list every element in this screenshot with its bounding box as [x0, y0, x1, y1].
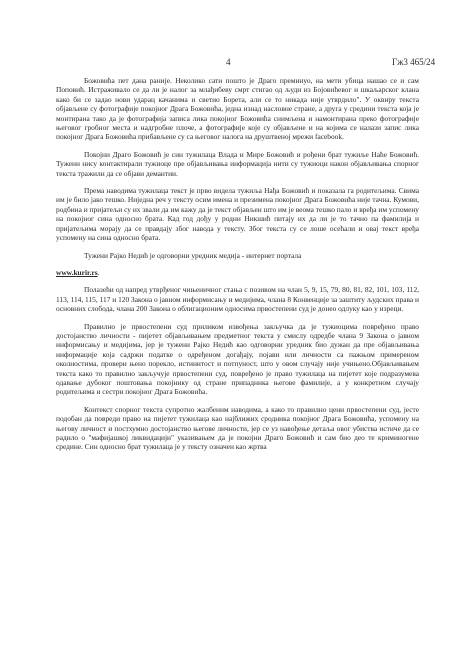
paragraph-context: Контекст спорног текста супротно жалбеним наводима, а како то правилно цени првостепени суд, јесте подобан да повреди право на пијетет тужилаца као најближих сродника покојног Драга Божовића, успомену на његову личност и постхумно достојанство његове личности, јер се уз навођење детаља овог убиства истиче да се радило о "мафијашкој ликвидацији" указивањем да је покојни Драго Божовић и сам био део те криминогене средине. Син односно брат тужилаца је у тексту означен као жртва: [56, 404, 419, 452]
portal-link-suffix: .: [97, 267, 100, 277]
paragraph-family-relation: Покојни Драго Божовић је син тужилаца Влада и Мире Божовић и рођени брат тужиље Наће Божовић. Тужени нису контактирали тужиоце пре објављивања информација нити су тужиоци након објављивања спорног текста тражили да се објави демантии.: [56, 149, 419, 178]
editor-statement: Тужени Рајко Недић је одговорни уредник медија - интернет портала: [84, 250, 302, 260]
paragraph-editor: [56, 251, 419, 260]
paragraph-article-description: Божовића пет дана раније. Неколико сати пошто је Драго преминуо, на мети убица нашао се и сам Поповић. Истраживало се да ли је налог за млађибеву смрт стигао од људи из Бојовићевог и шкаљарског клана како би се задао нови ударац качанима и светио Борета, али се то никада није утврдило". У оквиру текста објављене су фотографије покојног Драга Божовића, једна изнад насловне стране, а друга у средини текста која је монтирана тако да је фотографија записа лика покојног Божовића снимљена и намонтирана преко фотографије његовог гробног места и надгробне плоче, а фотографије које су објављене и на којима се налази запис лика покојног Драга Божовића прибављене су са његовог налога на друштвеној мрежи facebook.: [56, 76, 419, 142]
case-number: Гж3 465/24: [392, 57, 436, 67]
paragraph-legal-basis: Полазећи од напред утврђеног чињеничног стања с позивом на члан 5, 9, 15, 79, 80, 81, 82, 101, 103, 112, 113, 114, 115, 117 и 120 Закона о јавном информисању и медијима, члана 8 Конвенције за заштиту људских права и основних слобода, члана 200 Закона о облигационим односима првостепени суд је донео одлуку као у изреци.: [56, 285, 419, 314]
portal-link[interactable]: www.kurir.rs: [56, 267, 98, 277]
paragraph-portal-link: [56, 268, 419, 277]
paragraph-court-finding: Правилно је првостепени суд приликом извођења закључка да је тужиоцима повређено право достојанство личности - пијетет објављивањем предметног текста у смислу одредбе члана 9 Закона о јавном информисању и медијима, јер је тужени Рајко Недић као одговорни уредник био дужан да пре објављивања информације која садржи податке о одређеном догађају, појави или личности са пажњом примереном околностима, провери њено порекло, истинитост и потпуност, што у овом случају није учињено.Објављивањем текста како то правилно закључује првостепени суд, повређено је право тужилаца на пијетет које подразумева одавање дубоког поштовања покојнику од стране припадника његове фамилије, а у конкретном случају родитељима и сестри покојног Драга Божовића.: [56, 321, 419, 397]
document-body: [56, 76, 419, 452]
page-number: 4: [226, 57, 231, 67]
paragraph-plaintiffs-claims: Према наводима тужилаца текст је прво видела тужиља Нађа Божовић и показала га родитељима. Свима им је било јако тешко. Ниједна реч у тексту осим имена и презимена покојног Драга Божовића није тачна. Кумови, родбина и пријатељи су их звали да им кажу да је текст објављен што им је веома тешко пало и вређа им успомену на покојног сина односно брата. Кад год дођу у родни Никшић питају их да ли је то тачно па фамилија и пријатељима морају да се правдају због навода у тексту. Због текста су се лоше осећали и овај текст вређа успомену на сина односно брата.: [56, 186, 419, 243]
